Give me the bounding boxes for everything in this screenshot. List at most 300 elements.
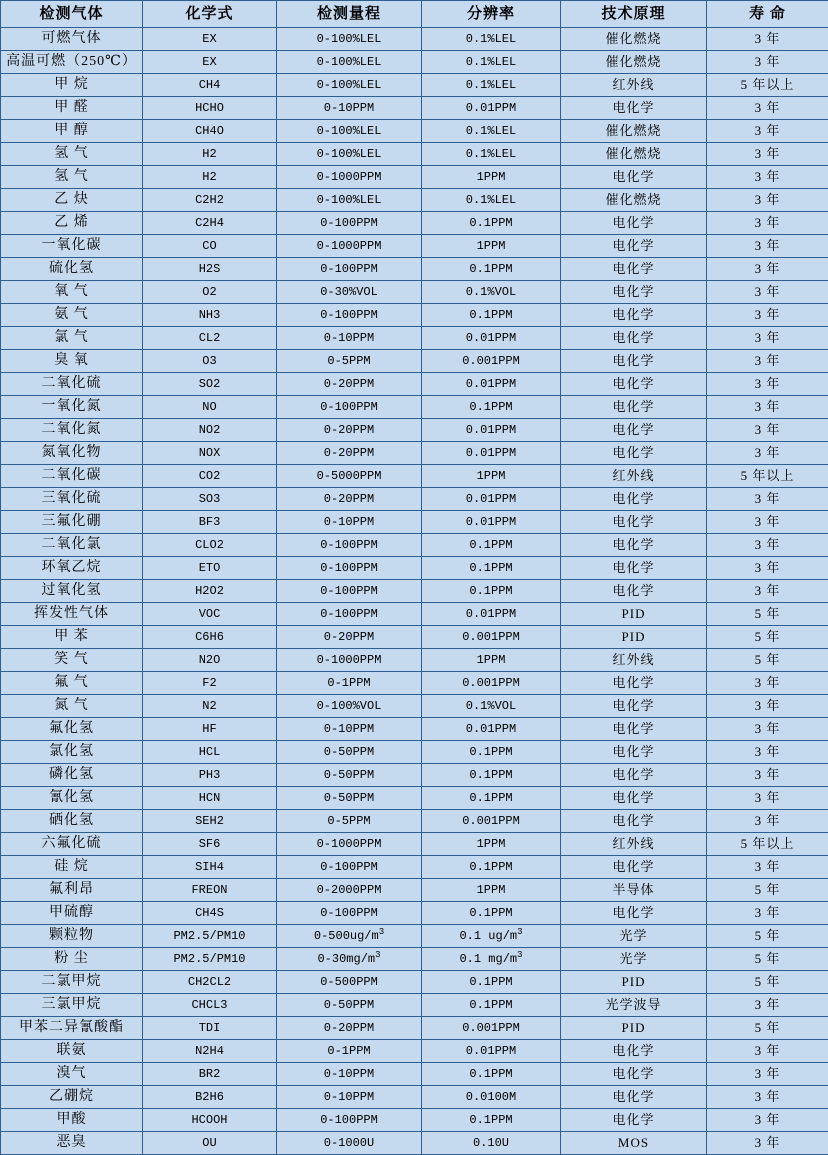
cell-lifetime: 5 年 — [707, 925, 828, 948]
cell-gas-name: 硒化氢 — [1, 810, 143, 833]
cell-range: 0-100PPM — [277, 1109, 422, 1132]
cell-gas-name: 氯化氢 — [1, 741, 143, 764]
cell-formula: F2 — [143, 672, 277, 695]
cell-lifetime: 5 年以上 — [707, 833, 828, 856]
table-row — [1, 994, 828, 1017]
cell-gas-name: 氟 气 — [1, 672, 143, 695]
cell-resolution: 0.1PPM — [422, 1063, 561, 1086]
cell-formula: HCOOH — [143, 1109, 277, 1132]
cell-range: 0-100PPM — [277, 580, 422, 603]
table-row — [1, 51, 828, 74]
cell-lifetime: 5 年 — [707, 879, 828, 902]
cell-formula: O3 — [143, 350, 277, 373]
cell-gas-name: 氮氧化物 — [1, 442, 143, 465]
cell-range: 0-5PPM — [277, 350, 422, 373]
cell-lifetime: 3 年 — [707, 97, 828, 120]
cell-formula: O2 — [143, 281, 277, 304]
cell-formula: HCN — [143, 787, 277, 810]
cell-gas-name: 二氯甲烷 — [1, 971, 143, 994]
cell-range: 0-50PPM — [277, 764, 422, 787]
cell-lifetime: 5 年 — [707, 649, 828, 672]
cell-technology: 红外线 — [561, 649, 707, 672]
cell-gas-name: 三氟化硼 — [1, 511, 143, 534]
cell-technology: 光学波导 — [561, 994, 707, 1017]
cell-range: 0-10PPM — [277, 97, 422, 120]
table-row — [1, 902, 828, 925]
cell-technology: 电化学 — [561, 718, 707, 741]
cell-gas-name: 联氨 — [1, 1040, 143, 1063]
cell-resolution: 0.1PPM — [422, 396, 561, 419]
cell-formula: ETO — [143, 557, 277, 580]
cell-resolution: 0.10U — [422, 1132, 561, 1155]
cell-technology: 红外线 — [561, 74, 707, 97]
cell-lifetime: 3 年 — [707, 787, 828, 810]
table-row — [1, 603, 828, 626]
table-row — [1, 511, 828, 534]
table-row — [1, 764, 828, 787]
cell-technology: 电化学 — [561, 787, 707, 810]
cell-formula: C2H4 — [143, 212, 277, 235]
cell-lifetime: 3 年 — [707, 189, 828, 212]
cell-resolution: 0.001PPM — [422, 626, 561, 649]
cell-resolution: 0.1PPM — [422, 580, 561, 603]
cell-resolution: 1PPM — [422, 879, 561, 902]
table-row — [1, 971, 828, 994]
cell-resolution: 0.01PPM — [422, 373, 561, 396]
cell-gas-name: 甲 醛 — [1, 97, 143, 120]
cell-resolution: 0.1PPM — [422, 787, 561, 810]
cell-resolution: 0.01PPM — [422, 419, 561, 442]
table-row — [1, 235, 828, 258]
cell-technology: 电化学 — [561, 672, 707, 695]
table-row — [1, 143, 828, 166]
cell-range: 0-10PPM — [277, 511, 422, 534]
cell-technology: 电化学 — [561, 902, 707, 925]
cell-formula: H2 — [143, 143, 277, 166]
cell-technology: 电化学 — [561, 304, 707, 327]
table-row — [1, 419, 828, 442]
table-row — [1, 1017, 828, 1040]
cell-lifetime: 3 年 — [707, 350, 828, 373]
table-row — [1, 373, 828, 396]
cell-formula: NH3 — [143, 304, 277, 327]
cell-resolution: 0.1PPM — [422, 994, 561, 1017]
cell-resolution: 0.1%LEL — [422, 51, 561, 74]
table-row — [1, 97, 828, 120]
cell-formula: CO — [143, 235, 277, 258]
cell-formula: CH2CL2 — [143, 971, 277, 994]
cell-technology: 电化学 — [561, 97, 707, 120]
cell-lifetime: 3 年 — [707, 902, 828, 925]
cell-formula: CH4O — [143, 120, 277, 143]
cell-technology: 电化学 — [561, 810, 707, 833]
cell-resolution: 0.1PPM — [422, 534, 561, 557]
table-row — [1, 350, 828, 373]
table-row — [1, 212, 828, 235]
cell-lifetime: 3 年 — [707, 718, 828, 741]
cell-lifetime: 3 年 — [707, 281, 828, 304]
cell-technology: 电化学 — [561, 695, 707, 718]
cell-gas-name: 氟利昂 — [1, 879, 143, 902]
table-row — [1, 28, 828, 51]
cell-resolution: 0.1PPM — [422, 764, 561, 787]
cell-resolution: 1PPM — [422, 235, 561, 258]
cell-gas-name: 二氧化氮 — [1, 419, 143, 442]
cell-technology: 电化学 — [561, 396, 707, 419]
cell-technology: MOS — [561, 1132, 707, 1155]
cell-gas-name: 氨 气 — [1, 304, 143, 327]
table-row — [1, 442, 828, 465]
cell-gas-name: 甲 烷 — [1, 74, 143, 97]
cell-technology: 电化学 — [561, 764, 707, 787]
table-row — [1, 1040, 828, 1063]
cell-range: 0-100PPM — [277, 258, 422, 281]
cell-range: 0-100%LEL — [277, 120, 422, 143]
cell-resolution: 0.1PPM — [422, 1109, 561, 1132]
cell-range: 0-20PPM — [277, 373, 422, 396]
cell-technology: 电化学 — [561, 258, 707, 281]
cell-range: 0-1PPM — [277, 672, 422, 695]
cell-formula: NOX — [143, 442, 277, 465]
cell-technology: 电化学 — [561, 166, 707, 189]
cell-technology: 催化燃烧 — [561, 51, 707, 74]
cell-resolution: 0.1PPM — [422, 258, 561, 281]
cell-lifetime: 3 年 — [707, 994, 828, 1017]
cell-gas-name: 高温可燃（250℃） — [1, 51, 143, 74]
table-row — [1, 787, 828, 810]
cell-resolution: 0.1%LEL — [422, 143, 561, 166]
cell-gas-name: 甲硫醇 — [1, 902, 143, 925]
table-row — [1, 166, 828, 189]
cell-resolution: 0.1%VOL — [422, 695, 561, 718]
cell-range: 0-10PPM — [277, 327, 422, 350]
cell-lifetime: 3 年 — [707, 120, 828, 143]
table-row — [1, 304, 828, 327]
cell-gas-name: 二氧化硫 — [1, 373, 143, 396]
table-row — [1, 649, 828, 672]
cell-lifetime: 3 年 — [707, 488, 828, 511]
cell-lifetime: 3 年 — [707, 534, 828, 557]
cell-resolution: 0.1PPM — [422, 902, 561, 925]
cell-formula: H2S — [143, 258, 277, 281]
cell-formula: OU — [143, 1132, 277, 1155]
cell-lifetime: 5 年 — [707, 626, 828, 649]
table-row — [1, 718, 828, 741]
cell-lifetime: 5 年以上 — [707, 465, 828, 488]
cell-resolution: 0.01PPM — [422, 442, 561, 465]
cell-formula: CL2 — [143, 327, 277, 350]
cell-lifetime: 3 年 — [707, 557, 828, 580]
cell-lifetime: 3 年 — [707, 511, 828, 534]
column-header-formula: 化学式 — [143, 1, 277, 28]
cell-technology: 电化学 — [561, 557, 707, 580]
cell-technology: 电化学 — [561, 856, 707, 879]
cell-technology: 电化学 — [561, 281, 707, 304]
cell-gas-name: 乙硼烷 — [1, 1086, 143, 1109]
cell-gas-name: 甲苯二异氰酸酯 — [1, 1017, 143, 1040]
cell-range: 0-1000PPM — [277, 235, 422, 258]
cell-range: 0-5000PPM — [277, 465, 422, 488]
cell-gas-name: 二氧化碳 — [1, 465, 143, 488]
table-row — [1, 925, 828, 948]
cell-formula: BF3 — [143, 511, 277, 534]
table-row — [1, 74, 828, 97]
table-row — [1, 856, 828, 879]
cell-gas-name: 三氯甲烷 — [1, 994, 143, 1017]
cell-formula: EX — [143, 28, 277, 51]
table-row — [1, 120, 828, 143]
cell-technology: 电化学 — [561, 212, 707, 235]
cell-formula: SEH2 — [143, 810, 277, 833]
cell-gas-name: 氮 气 — [1, 695, 143, 718]
table-row — [1, 189, 828, 212]
cell-technology: PID — [561, 626, 707, 649]
cell-range: 0-10PPM — [277, 1086, 422, 1109]
cell-formula: FREON — [143, 879, 277, 902]
cell-resolution: 0.001PPM — [422, 1017, 561, 1040]
cell-resolution: 0.001PPM — [422, 350, 561, 373]
cell-technology: 电化学 — [561, 235, 707, 258]
cell-lifetime: 3 年 — [707, 442, 828, 465]
cell-formula: B2H6 — [143, 1086, 277, 1109]
table-header-row — [1, 1, 828, 28]
table-body — [1, 28, 828, 1155]
cell-range: 0-100%LEL — [277, 28, 422, 51]
table-row — [1, 810, 828, 833]
cell-gas-name: 臭 氧 — [1, 350, 143, 373]
cell-lifetime: 3 年 — [707, 28, 828, 51]
cell-range: 0-500PPM — [277, 971, 422, 994]
cell-resolution: 0.1%LEL — [422, 28, 561, 51]
cell-gas-name: 笑 气 — [1, 649, 143, 672]
cell-formula: CH4S — [143, 902, 277, 925]
cell-resolution: 0.1PPM — [422, 856, 561, 879]
table-row — [1, 1109, 828, 1132]
cell-lifetime: 3 年 — [707, 373, 828, 396]
table-row — [1, 488, 828, 511]
cell-lifetime: 3 年 — [707, 1086, 828, 1109]
cell-range: 0-10PPM — [277, 1063, 422, 1086]
cell-technology: 电化学 — [561, 534, 707, 557]
cell-range: 0-30%VOL — [277, 281, 422, 304]
cell-formula: NO2 — [143, 419, 277, 442]
cell-range: 0-100%LEL — [277, 74, 422, 97]
cell-formula: PM2.5/PM10 — [143, 948, 277, 971]
cell-range: 0-100PPM — [277, 902, 422, 925]
cell-lifetime: 3 年 — [707, 166, 828, 189]
table-row — [1, 396, 828, 419]
cell-lifetime: 3 年 — [707, 396, 828, 419]
cell-technology: 电化学 — [561, 1040, 707, 1063]
cell-gas-name: 甲 醇 — [1, 120, 143, 143]
cell-range: 0-5PPM — [277, 810, 422, 833]
cell-lifetime: 3 年 — [707, 672, 828, 695]
cell-formula: CHCL3 — [143, 994, 277, 1017]
cell-resolution: 1PPM — [422, 465, 561, 488]
cell-technology: 电化学 — [561, 327, 707, 350]
cell-resolution: 0.01PPM — [422, 327, 561, 350]
cell-gas-name: 可燃气体 — [1, 28, 143, 51]
cell-range: 0-1000U — [277, 1132, 422, 1155]
table-row — [1, 879, 828, 902]
cell-formula: C6H6 — [143, 626, 277, 649]
cell-gas-name: 挥发性气体 — [1, 603, 143, 626]
cell-resolution: 0.1%LEL — [422, 74, 561, 97]
cell-technology: 电化学 — [561, 350, 707, 373]
cell-gas-name: 一氧化氮 — [1, 396, 143, 419]
cell-gas-name: 氢 气 — [1, 166, 143, 189]
cell-range: 0-1000PPM — [277, 833, 422, 856]
cell-gas-name: 颗粒物 — [1, 925, 143, 948]
cell-gas-name: 恶臭 — [1, 1132, 143, 1155]
cell-technology: 电化学 — [561, 1063, 707, 1086]
cell-range: 0-100%LEL — [277, 51, 422, 74]
cell-lifetime: 3 年 — [707, 810, 828, 833]
cell-formula: SIH4 — [143, 856, 277, 879]
cell-range: 0-100PPM — [277, 856, 422, 879]
cell-technology: 催化燃烧 — [561, 189, 707, 212]
cell-range: 0-100PPM — [277, 396, 422, 419]
cell-technology: 催化燃烧 — [561, 28, 707, 51]
cell-range: 0-20PPM — [277, 419, 422, 442]
cell-resolution: 0.01PPM — [422, 511, 561, 534]
cell-formula: CO2 — [143, 465, 277, 488]
cell-formula: C2H2 — [143, 189, 277, 212]
cell-lifetime: 3 年 — [707, 1040, 828, 1063]
column-header-range: 检测量程 — [277, 1, 422, 28]
cell-lifetime: 3 年 — [707, 695, 828, 718]
cell-resolution: 0.01PPM — [422, 1040, 561, 1063]
cell-technology: 电化学 — [561, 1086, 707, 1109]
cell-range: 0-100%LEL — [277, 143, 422, 166]
cell-formula: SO2 — [143, 373, 277, 396]
cell-technology: 电化学 — [561, 511, 707, 534]
cell-resolution: 0.0100M — [422, 1086, 561, 1109]
cell-resolution: 0.01PPM — [422, 603, 561, 626]
cell-gas-name: 硅 烷 — [1, 856, 143, 879]
cell-gas-name: 磷化氢 — [1, 764, 143, 787]
cell-gas-name: 六氟化硫 — [1, 833, 143, 856]
cell-range: 0-2000PPM — [277, 879, 422, 902]
cell-lifetime: 3 年 — [707, 741, 828, 764]
table-row — [1, 258, 828, 281]
cell-range: 0-100PPM — [277, 212, 422, 235]
cell-range: 0-100%VOL — [277, 695, 422, 718]
cell-gas-name: 溴气 — [1, 1063, 143, 1086]
cell-formula: SO3 — [143, 488, 277, 511]
cell-gas-name: 三氧化硫 — [1, 488, 143, 511]
cell-technology: 催化燃烧 — [561, 143, 707, 166]
cell-resolution: 0.1%LEL — [422, 120, 561, 143]
cell-technology: 红外线 — [561, 833, 707, 856]
cell-gas-name: 氰化氢 — [1, 787, 143, 810]
cell-range: 0-20PPM — [277, 626, 422, 649]
cell-formula: H2 — [143, 166, 277, 189]
table-row — [1, 281, 828, 304]
cell-resolution: 0.001PPM — [422, 810, 561, 833]
cell-technology: PID — [561, 1017, 707, 1040]
cell-technology: 光学 — [561, 948, 707, 971]
cell-range: 0-100%LEL — [277, 189, 422, 212]
cell-technology: PID — [561, 603, 707, 626]
cell-lifetime: 3 年 — [707, 856, 828, 879]
cell-lifetime: 3 年 — [707, 212, 828, 235]
table-row — [1, 580, 828, 603]
cell-formula: HCL — [143, 741, 277, 764]
cell-technology: 电化学 — [561, 488, 707, 511]
cell-gas-name: 甲 苯 — [1, 626, 143, 649]
cell-resolution: 0.1%LEL — [422, 189, 561, 212]
cell-gas-name: 过氧化氢 — [1, 580, 143, 603]
cell-resolution: 0.1PPM — [422, 212, 561, 235]
cell-range: $0-500ug/m^3$ — [277, 925, 422, 948]
cell-lifetime: 5 年 — [707, 971, 828, 994]
cell-lifetime: 3 年 — [707, 1063, 828, 1086]
cell-gas-name: 环氧乙烷 — [1, 557, 143, 580]
column-header-gas: 检测气体 — [1, 1, 143, 28]
cell-technology: 电化学 — [561, 373, 707, 396]
table-row — [1, 327, 828, 350]
cell-range: $0-30mg/m^3$ — [277, 948, 422, 971]
cell-formula: PM2.5/PM10 — [143, 925, 277, 948]
cell-range: 0-100PPM — [277, 534, 422, 557]
cell-formula: PH3 — [143, 764, 277, 787]
cell-lifetime: 5 年 — [707, 948, 828, 971]
table-row — [1, 1086, 828, 1109]
cell-formula: EX — [143, 51, 277, 74]
column-header-lifetime: 寿 命 — [707, 1, 828, 28]
cell-technology: 红外线 — [561, 465, 707, 488]
table-row — [1, 833, 828, 856]
table-row — [1, 557, 828, 580]
cell-lifetime: 3 年 — [707, 327, 828, 350]
cell-resolution: 0.1 $mg/m^3$ — [422, 948, 561, 971]
table-row — [1, 534, 828, 557]
cell-lifetime: 5 年 — [707, 603, 828, 626]
cell-resolution: 0.1%VOL — [422, 281, 561, 304]
cell-technology: 催化燃烧 — [561, 120, 707, 143]
cell-resolution: 0.1 $ug/m^3$ — [422, 925, 561, 948]
cell-formula: BR2 — [143, 1063, 277, 1086]
cell-formula: CH4 — [143, 74, 277, 97]
column-header-technology: 技术原理 — [561, 1, 707, 28]
cell-lifetime: 3 年 — [707, 304, 828, 327]
cell-resolution: 0.01PPM — [422, 97, 561, 120]
cell-gas-name: 一氧化碳 — [1, 235, 143, 258]
cell-gas-name: 二氧化氯 — [1, 534, 143, 557]
cell-lifetime: 3 年 — [707, 580, 828, 603]
cell-resolution: 1PPM — [422, 833, 561, 856]
table-row — [1, 948, 828, 971]
cell-formula: N2 — [143, 695, 277, 718]
cell-formula: N2H4 — [143, 1040, 277, 1063]
cell-gas-name: 甲酸 — [1, 1109, 143, 1132]
cell-technology: 电化学 — [561, 442, 707, 465]
cell-technology: 电化学 — [561, 1109, 707, 1132]
cell-technology: 电化学 — [561, 580, 707, 603]
cell-resolution: 0.01PPM — [422, 488, 561, 511]
table-row — [1, 695, 828, 718]
cell-gas-name: 乙 炔 — [1, 189, 143, 212]
table-row — [1, 1132, 828, 1155]
table-row — [1, 465, 828, 488]
cell-range: 0-50PPM — [277, 787, 422, 810]
cell-resolution: 1PPM — [422, 649, 561, 672]
cell-formula: CLO2 — [143, 534, 277, 557]
table-row — [1, 672, 828, 695]
cell-range: 0-10PPM — [277, 718, 422, 741]
cell-resolution: 0.01PPM — [422, 718, 561, 741]
